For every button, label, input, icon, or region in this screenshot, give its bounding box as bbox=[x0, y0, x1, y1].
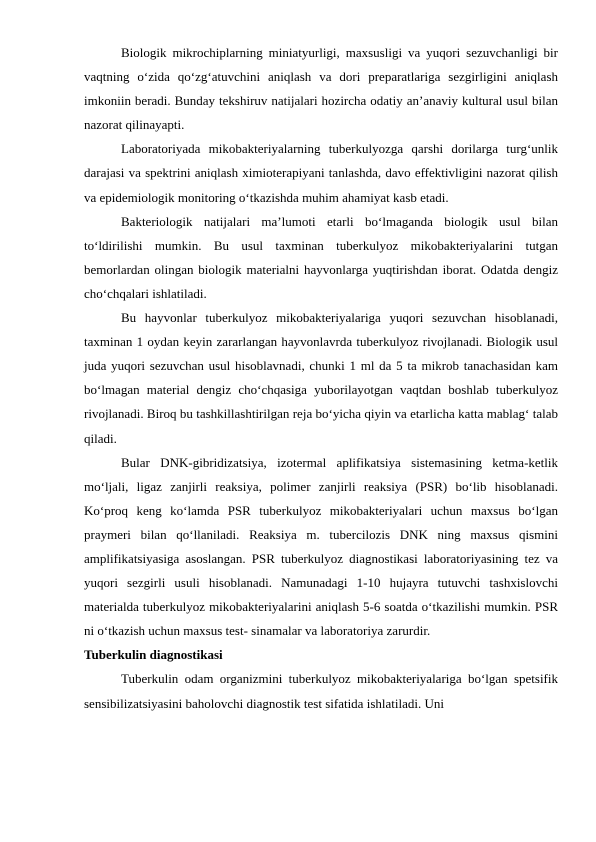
paragraph-laboratory-resistance: Laboratoriyada mikobakteriyalarning tuberkulyozga qarshi dorilarga turg‘unlik darajasi va spektrini aniqlash ximioterapiyani tanlashda, davo effektivligini nazorat qilish va epidemiologik monitoring o‘tkazishda muhim ahamiyat kasb etadi. bbox=[84, 141, 558, 205]
paragraph-molecular-methods: Bular DNK-gibridizatsiya, izotermal aplifikatsiya sistemasining ketma-ketlik mo‘ljali, ligaz zanjirli reaksiya, polimer zanjirli reaksiya (PSR) bo‘lib hisoblanadi. Ko‘proq keng ko‘lamda PSR tuberkulyoz mikobakteriyalari uchun maxsus bo‘lgan praymeri bilan qo‘llaniladi. Reaksiya m. tubercilozis DNK ning maxsus qismini amplifikatsiyasiga asoslangan. PSR tuberkulyoz diagnostikasi laboratoriyasining tez va yuqori sezgirli usuli hisoblanadi. Namunadagi 1-10 hujayra tutuvchi tashxislovchi materialda tuberkulyoz mikobakteriyalarini aniqlash 5-6 soatda o‘tkazilishi mumkin. PSR ni o‘tkazish uchun maxsus test- sinamalar va laboratoriya zarurdir. bbox=[84, 454, 558, 639]
paragraph-biological-method: Bakteriologik natijalari ma’lumoti etarli bo‘lmaganda biologik usul bilan to‘ldirilishi mumkin. Bu usul taxminan tuberkulyoz mikobakteriyalarini tutgan bemorlardan olingan biologik materialni hayvonlarga yuqtirishdan iborat. Odatda dengiz cho‘chqalari ishlatiladi. bbox=[84, 213, 558, 301]
document-page bbox=[84, 41, 558, 716]
paragraph-microchips: Biologik mikrochiplarning miniatyurligi, maxsusligi va yuqori sezuvchanligi bir vaqtning o‘zida qo‘zg‘atuvchini aniqlash va dori preparatlariga sezgirligini aniqlash imkoniin beradi. Bunday tekshiruv natijalari hozircha odatiy an’anaviy kultural usul bilan nazorat qilinayapti. bbox=[84, 45, 558, 133]
section-heading: Tuberkulin diagnostikasi bbox=[84, 647, 223, 663]
paragraph-tuberculin: Tuberkulin odam organizmini tuberkulyoz mikobakteriyalariga bo‘lgan spetsifik sensibilizatsiyasini baholovchi diagnostik test sifatida ishlatiladi. Uni bbox=[84, 671, 558, 711]
paragraph-animal-sensitivity: Bu hayvonlar tuberkulyoz mikobakteriyalariga yuqori sezuvchan hisoblanadi, taxminan 1 oydan keyin zararlangan hayvonlavrda tuberkulyoz rivojlanadi. Biologik usul juda yuqori sezuvchan usul hisoblavnadi, chunki 1 ml da 5 ta mikrob tanachasidan kam bo‘lmagan material dengiz cho‘chqasiga yuborilayotgan vaqtdan boshlab tuberkulyoz rivojlanadi. Biroq bu tashkillashtirilgan reja bo‘yicha qiyin va etarlicha katta mablag‘ talab qiladi. bbox=[84, 310, 558, 446]
